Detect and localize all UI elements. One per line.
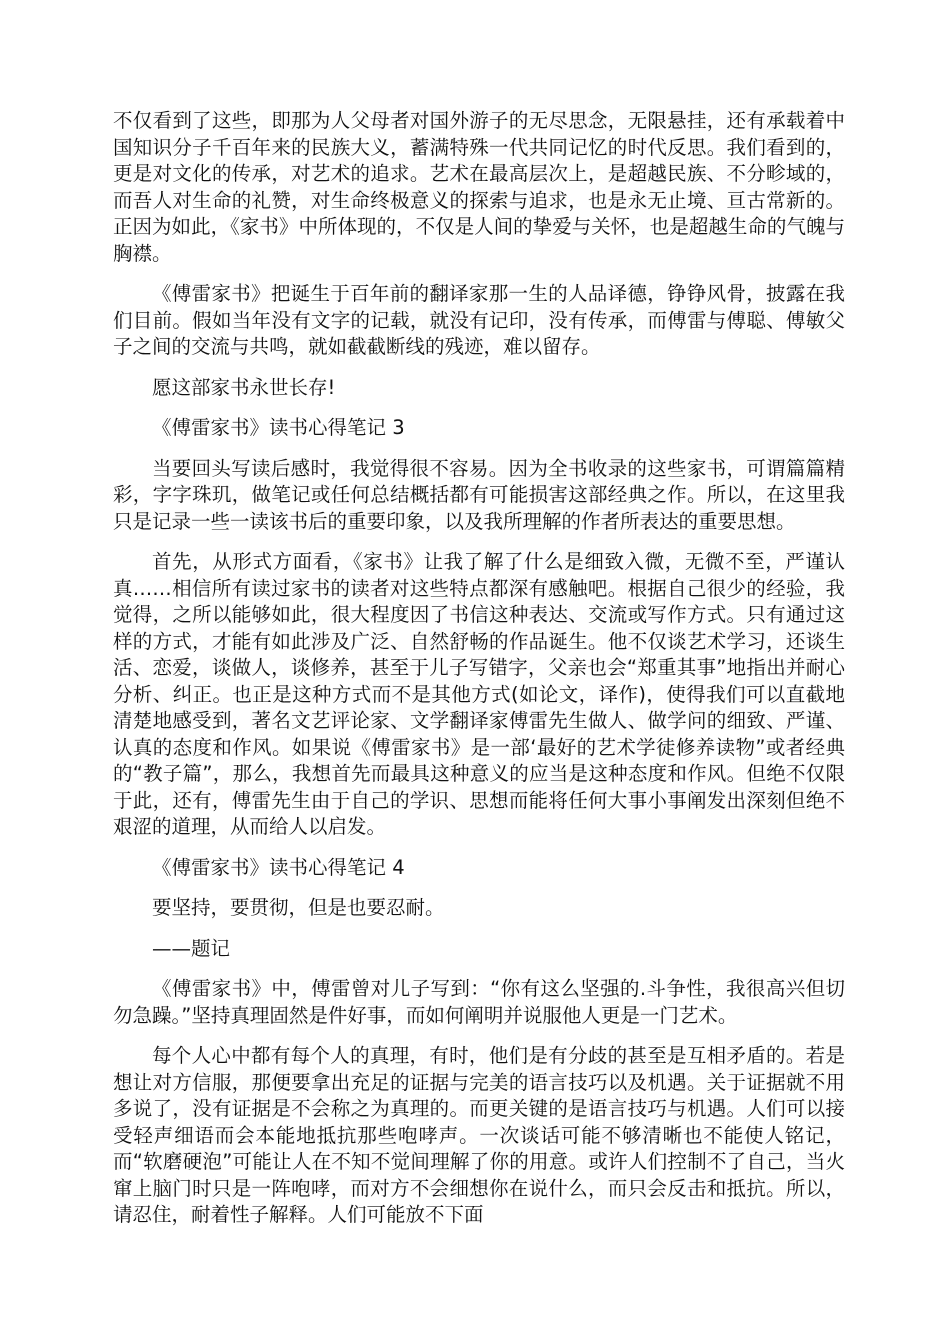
- paragraph-10: 《傅雷家书》中，傅雷曾对儿子写到：“你有这么坚强的.斗争性，我很高兴但切勿急躁。”坚持真理固然是件好事，而如何阐明并说服他人更是一门艺术。: [113, 977, 845, 1027]
- epigraph-attribution: ——题记: [152, 936, 231, 960]
- paragraph-2: 《傅雷家书》把诞生于百年前的翻译家那一生的人品译德，铮铮风骨，披露在我们目前。假如当年没有文字的记载，就没有记印，没有传承，而傅雷与傅聪、傅敏父子之间的交流与共鸣，就如截截断线的残迹，难以留存。: [113, 282, 845, 358]
- paragraph-1: 不仅看到了这些，即那为人父母者对国外游子的无尽思念，无限悬挂，还有承载着中国知识分子千百年来的民族大义，蓄满特殊一代共同记忆的时代反思。我们看到的，更是对文化的传承，对艺术的追求。艺术在最高层次上，是超越民族、不分畛域的，而吾人对生命的礼赞，对生命终极意义的探索与追求，也是永无止境、亘古常新的。正因为如此，《家书》中所体现的，不仅是人间的挚爱与关怀，也是超越生命的气魄与胸襟。: [113, 109, 845, 265]
- paragraph-11: 每个人心中都有每个人的真理，有时，他们是有分歧的甚至是互相矛盾的。若是想让对方信服，那便要拿出充足的证据与完美的语言技巧以及机遇。关于证据就不用多说了，没有证据是不会称之为真理的。而更关键的是语言技巧与机遇。人们可以接受轻声细语而会本能地抵抗那些咆哮声。一次谈话可能不够清晰也不能使人铭记，而“软磨硬泡”可能让人在不知不觉间理解了你的用意。或许人们控制不了自己，当火窜上脑门时只是一阵咆哮，而对方不会细想你在说什么，而只会反击和抵抗。所以，请忍住，耐着性子解释。人们可能放不下面: [113, 1044, 845, 1226]
- paragraph-6: 首先，从形式方面看，《家书》让我了解了什么是细致入微，无微不至，严谨认真……相信所有读过家书的读者对这些特点都深有感触吧。根据自己很少的经验，我觉得，之所以能够如此，很大程度因了书信这种表达、交流或写作方式。只有通过这样的方式，才能有如此涉及广泛、自然舒畅的作品诞生。他不仅谈艺术学习，还谈生活、恋爱，谈做人，谈修养，甚至于儿子写错字，父亲也会“郑重其事”地指出并耐心分析、纠正。也正是这种方式而不是其他方式(如论文，译作)，使得我们可以直截地清楚地感受到，著名文艺评论家、文学翻译家傅雷先生做人、做学问的细致、严谨、认真的态度和作风。如果说《傅雷家书》是一部‘最好的艺术学徒修养读物”或者经典的“教子篇”，那么，我想首先而最具这种意义的应当是这种态度和作风。但绝不仅限于此，还有，傅雷先生由于自己的学识、思想而能将任何大事小事阐发出深刻但绝不艰涩的道理，从而给人以启发。: [113, 550, 845, 838]
- paragraph-8: 要坚持，要贯彻，但是也要忍耐。: [152, 896, 445, 919]
- section-heading-4: 《傅雷家书》读书心得笔记 4: [152, 855, 405, 879]
- paragraph-3: 愿这部家书永世长存!: [152, 375, 336, 399]
- section-heading-3: 《傅雷家书》读书心得笔记 3: [152, 416, 405, 439]
- paragraph-5: 当要回头写读后感时，我觉得很不容易。因为全书收录的这些家书，可谓篇篇精彩，字字珠玑，做笔记或任何总结概括都有可能损害这部经典之作。所以，在这里我只是记录一些一读该书后的重要印象，以及我所理解的作者所表达的重要思想。: [113, 456, 845, 533]
- document-page: [113, 108, 845, 1243]
